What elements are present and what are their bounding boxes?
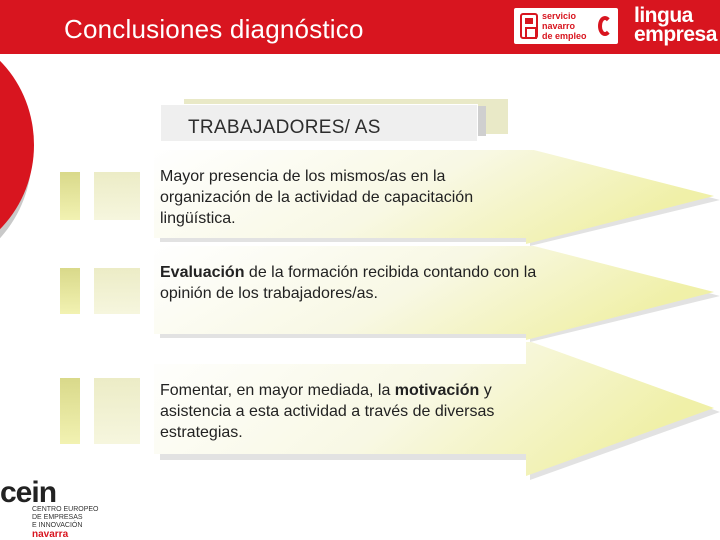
- point-2-bold: Evaluación: [160, 264, 245, 281]
- lingua-logo-line1: lingua: [634, 4, 693, 27]
- cein-logo: cein: [0, 476, 57, 509]
- sne-logo-line1: servicio: [542, 11, 577, 21]
- cein-line2: DE EMPRESAS: [32, 514, 83, 521]
- header-bar: [0, 0, 720, 54]
- section-title: TRABAJADORES/ AS: [188, 117, 381, 138]
- cein-line3: E INNOVACIÓN: [32, 522, 83, 529]
- lingua-logo-line2: empresa: [634, 23, 717, 46]
- point-3-before: Fomentar, en mayor mediada, la: [160, 382, 395, 399]
- sne-logo-line2: navarro: [542, 21, 576, 31]
- coat-of-arms-icon: [520, 13, 538, 39]
- marker-bar-2b: [94, 268, 140, 314]
- marker-bar-3b: [94, 378, 140, 444]
- point-2-text: [160, 262, 540, 304]
- page-title: Conclusiones diagnóstico: [64, 14, 364, 44]
- cein-region-text: navarra: [32, 529, 69, 540]
- lingua-empresa-logo: [634, 6, 717, 44]
- sne-logo-line3: de empleo: [542, 31, 587, 41]
- cein-logo-text: [32, 506, 99, 530]
- marker-bar-1b: [94, 172, 140, 220]
- point-1-text: Mayor presencia de los mismos/as en la organización de la actividad de capacitación lingüística.: [160, 168, 474, 227]
- point-3-after: y asistencia a esta actividad a través de diversas estrategias.: [160, 382, 495, 441]
- sne-c-mark-icon: [598, 16, 612, 36]
- sne-logo-text: [542, 11, 602, 41]
- servicio-navarro-empleo-logo: [514, 8, 618, 44]
- marker-bar-2a: [60, 268, 80, 314]
- point-3-bold: motivación: [394, 382, 480, 399]
- marker-bar-1a: [60, 172, 80, 220]
- cein-line1: CENTRO EUROPEO: [32, 506, 99, 513]
- point-2-rest: de la formación recibida contando con la opinión de los trabajadores/as.: [160, 264, 537, 302]
- marker-bar-3a: [60, 378, 80, 444]
- point-3-text: [160, 380, 540, 443]
